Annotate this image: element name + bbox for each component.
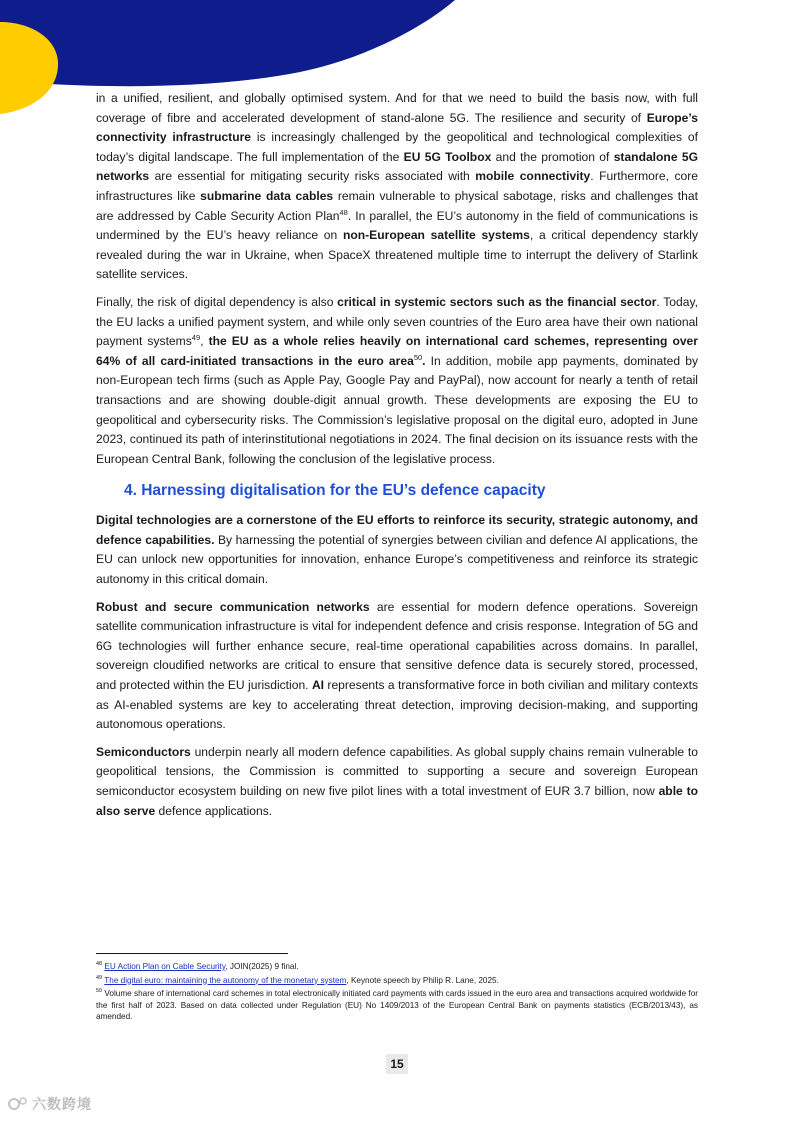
document-body	[96, 89, 698, 829]
footnote-ref: 49	[191, 333, 201, 343]
footnote-50: $^{50}$ Volume share of international card schemes in total electronically initiated card payments with cards issued in the euro area and transactions acquired worldwide for the first half of 2023. Based on data collected under Regulation (EU) No 1409/2013 of the European Central Bank on payments statistics (ECB/2013/43), as amended.	[96, 988, 698, 1021]
paragraph-financial-sector	[96, 293, 698, 469]
text-run: . In parallel, the EU’s autonomy in the field of communications is undermined by the EU’s heavy reliance on	[96, 208, 699, 243]
text-run: , a critical dependency starkly revealed during the war in Ukraine, when SpaceX threatened multiple time to interrupt the delivery of Starlink satellite services.	[96, 228, 699, 282]
bold-text: the EU as a whole relies heavily on international card schemes, representing over 64% of all card-initiated transactions in the euro area	[96, 334, 698, 368]
footnote-49-link[interactable]: The digital euro: maintaining the autonomy of the monetary system	[104, 975, 347, 985]
text-run: Finally, the risk of digital dependency is also	[96, 294, 338, 309]
text-run: . Today, the EU lacks a unified payment system, and while only seven countries of the Euro area have their own national payment systems	[96, 294, 698, 349]
text-run: is increasingly challenged by the geopolitical and technological complexities of today’s digital landscape. The full implementation of the	[96, 130, 698, 164]
text-run: and the promotion of	[491, 149, 614, 164]
bold-text: mobile connectivity	[475, 169, 591, 184]
paragraph-digital-technologies	[96, 511, 698, 589]
page-number: 15	[386, 1054, 408, 1074]
paragraph-connectivity	[96, 89, 698, 285]
paragraph-semiconductors	[96, 743, 698, 821]
text-run: defence applications.	[155, 803, 273, 818]
bold-text: able to also serve	[96, 784, 698, 818]
bold-text: EU 5G Toolbox	[403, 149, 492, 164]
navy-wave-shape	[0, 0, 455, 86]
text-run: underpin nearly all modern defence capabilities. As global supply chains remain vulnerable to geopolitical tensions, the Commission is committed to supporting a secure and sovereign European semiconductor ecosystem building on new five pilot lines with a total investment of EUR 3.7 billion, now	[96, 744, 698, 798]
text-run: are essential for modern defence operations. Sovereign satellite communication infrastructure is vital for independent defence and crisis response. Integration of 5G and 6G technologies will further enhance secure, real-time operational capabilities across domains. In parallel, sovereign cloudified networks are critical to ensure that sensitive defence data is securely stored, processed, and protected within the EU jurisdiction.	[96, 599, 698, 693]
text-run: represents a transformative force in both civilian and military contexts as AI-enabled systems are key to accelerating threat detection, improving decision-making, and supporting autonomous operations.	[96, 678, 698, 732]
text-run: In addition, mobile app payments, dominated by non-European tech firms (such as Apple Pay, Google Pay and PayPal), now account for nearly a tenth of retail transactions and are showing double-digit annual growth. These developments are exposing the EU to geopolitical and cybersecurity risks. The Commission’s legislative proposal on the digital euro, adopted in June 2023, continued its path of interinstitutional negotiations in 2024. The final decision on its issuance rests with the European Central Bank, following the conclusion of the legislative process.	[96, 353, 698, 466]
bold-text: standalone 5G networks	[96, 149, 698, 184]
bold-text: submarine data cables	[200, 188, 334, 203]
footnote-ref: 48	[339, 207, 348, 217]
text-run: . Furthermore, core infrastructures like	[96, 169, 699, 203]
bold-text: Digital technologies are a cornerstone of the EU efforts to reinforce its security, strategic autonomy, and defence capabilities.	[96, 513, 698, 547]
text-run: in a unified, resilient, and globally optimised system. And for that we need to build the basis now, with full coverage of fibre and accelerated development of stand-alone 5G. The resilience and security of	[96, 91, 698, 125]
footnote-48: $^{48}$ EU Action Plan on Cable Security, JOIN(2025) 9 final.	[96, 961, 299, 971]
bold-text: non-European satellite systems	[342, 228, 530, 243]
bold-text: Europe’s connectivity infrastructure	[96, 110, 698, 145]
watermark-logo-icon	[8, 1096, 32, 1112]
footnotes	[96, 960, 698, 1025]
bold-text: critical in systemic sectors such as the financial sector	[337, 294, 657, 309]
bold-text: .	[422, 353, 426, 368]
text-run: are essential for mitigating security risks associated with	[149, 169, 476, 184]
bold-text: AI	[311, 678, 325, 693]
bold-text: Semiconductors	[96, 744, 191, 759]
footnote-divider	[96, 953, 288, 954]
footnote-49: $^{49}$ The digital euro: maintaining the autonomy of the monetary system, Keynote speech by Philip R. Lane, 2025.	[96, 974, 499, 985]
watermark-text: 六数跨境	[32, 1096, 92, 1112]
text-run: By harnessing the potential of synergies between civilian and defence AI applications, the EU can unlock new opportunities for innovation, enhance Europe’s competitiveness and reinforce its strategic autonomy in this critical domain.	[96, 532, 698, 587]
section-heading: 4. Harnessing digitalisation for the EU’s defence capacity	[124, 482, 546, 500]
footnote-48-link[interactable]: EU Action Plan on Cable Security	[104, 962, 226, 971]
paragraph-communication-networks	[96, 598, 698, 735]
text-run: remain vulnerable to physical sabotage, risks and challenges that are addressed by Cable Security Action Plan	[96, 188, 698, 223]
bold-text: Robust and secure communication networks	[96, 599, 370, 614]
footnote-ref: 50	[413, 352, 423, 362]
text-run: ,	[200, 334, 209, 349]
